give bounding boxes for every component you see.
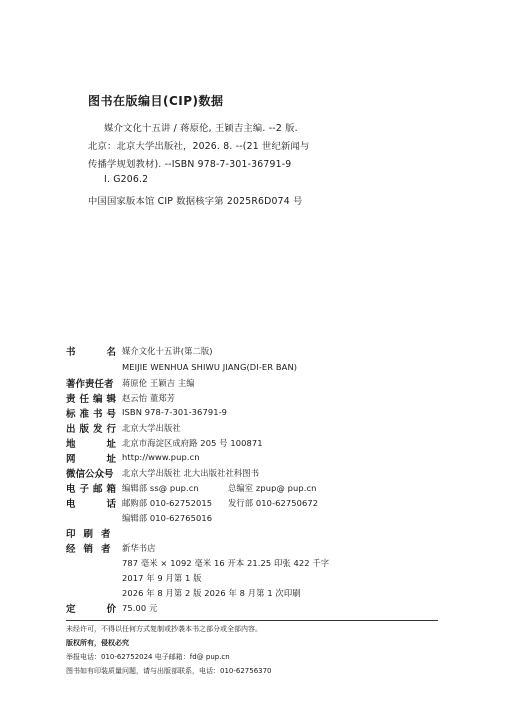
price: 75.00 元 [122,603,158,613]
seller-label: 经销者 [66,544,119,555]
cip-title: 图书在版编目(CIP)数据 [88,94,224,108]
email-label: 电子邮箱 [66,484,121,495]
price-label: 定 价 [66,604,116,615]
book-title: 媒介文化十五讲(第二版) [122,346,213,356]
cip-record-number: 中国国家版本馆 CIP 数据核字第 2025R6D074 号 [88,196,303,207]
cip-line: 传播学规划教材). --ISBN 978-7-301-36791-9 [88,159,292,170]
isbn-label: 标准书号 [66,409,121,420]
book-title-label: 书 名 [66,347,116,358]
specs: 787 毫米 × 1092 毫米 16 开本 21.25 印张 422 千字 [122,558,330,568]
seller: 新华书店 [122,543,156,553]
publisher: 北京大学出版社 [122,423,181,433]
address: 北京市海淀区成府路 205 号 100871 [122,438,263,448]
phone-label: 电 话 [66,499,116,510]
editors: 赵云怡 董郑芳 [122,393,176,403]
edition-first: 2017 年 9 月第 1 版 [122,573,202,583]
website-label: 网 址 [66,454,116,465]
isbn: ISBN 978-7-301-36791-9 [122,407,228,417]
authors: 蒋原伦 王颖吉 主编 [122,378,195,388]
address-label: 地 址 [66,439,116,450]
cip-line: 媒介文化十五讲 / 蒋原伦, 王颖吉主编. --2 版. [104,123,298,134]
printer-label: 印刷者 [66,529,119,540]
website: http://www.pup.cn [122,452,200,462]
rights-reserved: 版权所有，侵权必究 [66,639,129,647]
publisher-label: 出版发行 [66,424,121,435]
email-edit: 编辑部 ss@ pup.cn [122,483,199,493]
wechat: 北京大学出版社 北大出版社社科图书 [122,468,260,478]
editor-label: 责任编辑 [66,394,121,405]
report-contact: 举报电话：010-62752024 电子邮箱：fd@ pup.cn [66,653,230,661]
phone-sales: 邮购部 010-62752015 [122,498,213,508]
footer-divider [66,620,438,621]
quality-contact: 图书如有印装质量问题，请与出版部联系，电话：010-62756370 [66,667,272,675]
edition-second: 2026 年 8 月第 2 版 2026 年 8 月第 1 次印刷 [122,588,301,598]
author-label: 著作责任者 [66,379,114,390]
cip-line: 北京：北京大学出版社，2026. 8. --(21 世纪新闻与 [88,141,310,152]
email-office: 总编室 zpup@ pup.cn [228,483,317,493]
wechat-label: 微信公众号 [66,469,114,480]
book-title-pinyin: MEIJIE WENHUA SHIWU JIANG(DI-ER BAN) [122,362,298,372]
cip-line: Ⅰ. G206.2 [104,174,149,185]
phone-distribution: 发行部 010-62750672 [228,498,319,508]
phone-edit: 编辑部 010-62765016 [122,513,213,523]
copyright-notice: 未经许可，不得以任何方式复制或抄袭本书之部分或全部内容。 [66,625,262,633]
